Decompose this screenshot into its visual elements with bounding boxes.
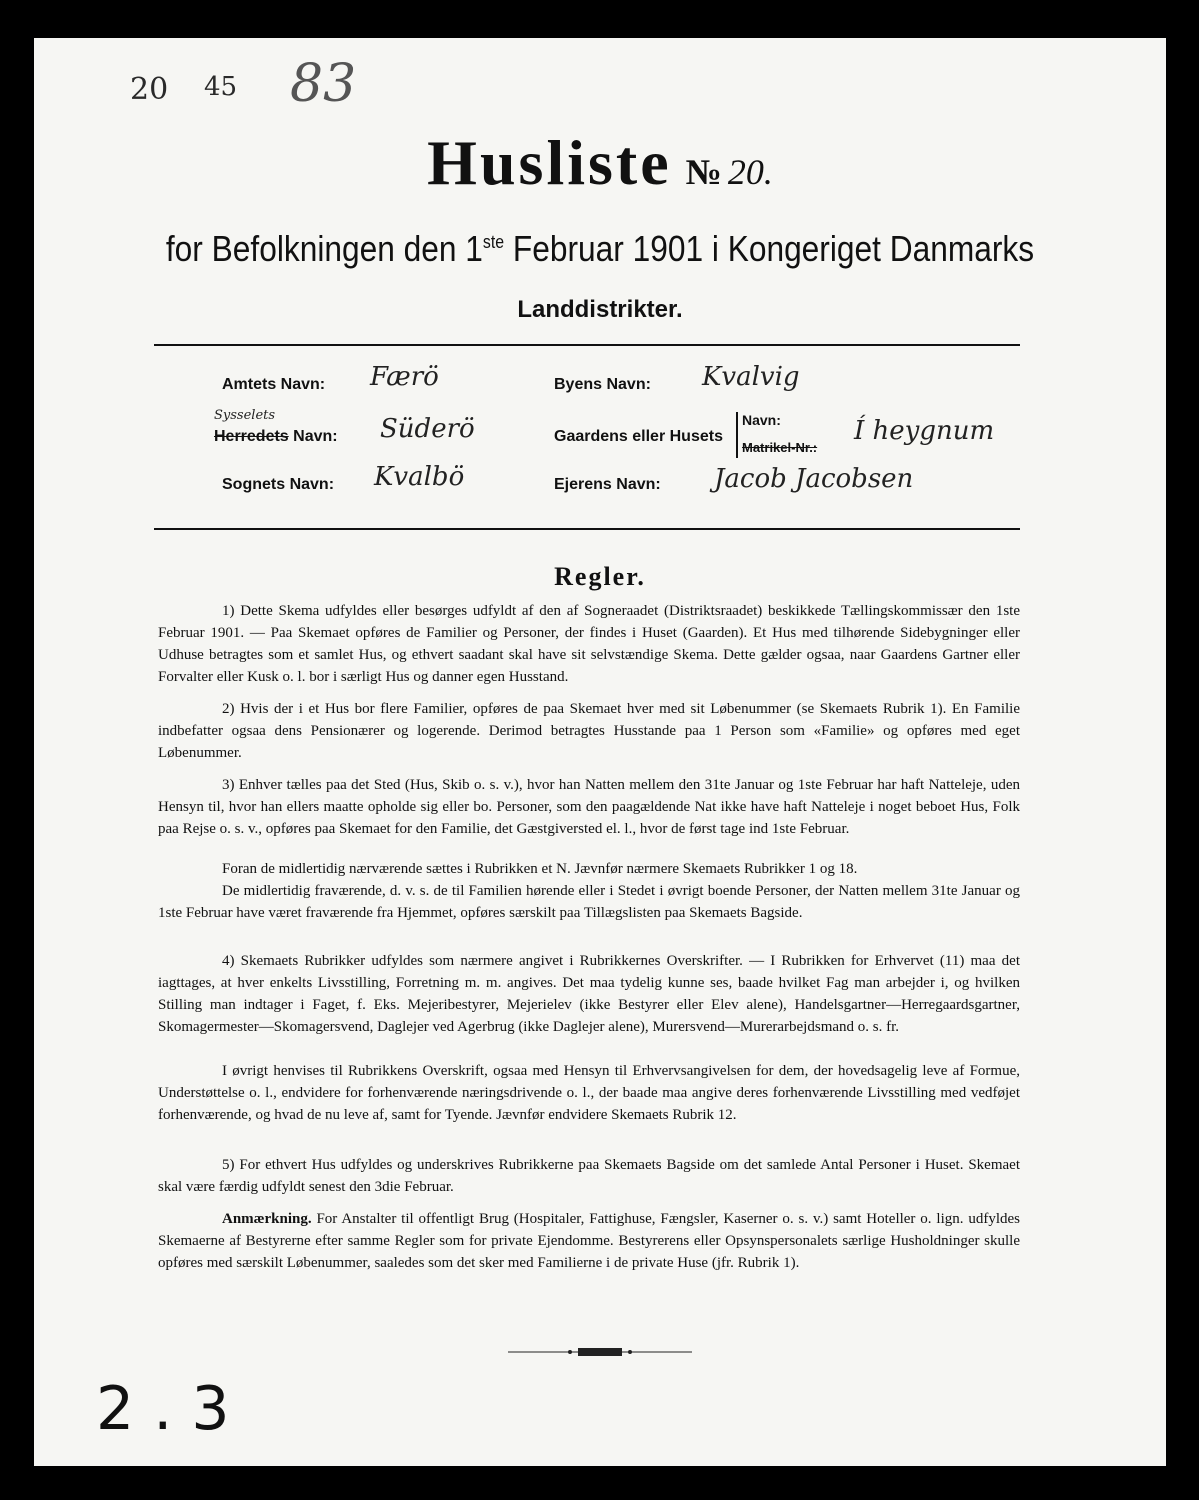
rule-2-text: 2) Hvis der i et Hus bor flere Familier, opføres de paa Skemaet hver med sit Løbenummer (se Skemaets Rubrik 1). En Familie indbefatter ogsaa dens Pensionærer og logerende. Derimod betragtes Husstande paa 1 Person som «Familie» og opføres med eget Løbenummer. [158, 701, 1020, 761]
subtitle-part-a: for Befolkningen den 1 [165, 228, 483, 269]
amt-label: Amtets Navn: [222, 376, 326, 393]
amt-value: Færö [370, 362, 439, 392]
note-text: For Anstalter til offentligt Brug (Hospitaler, Fattighuse, Fængsler, Kaserner o. s. v.) samt Hoteller o. lign. udfyldes Skemaerne af Bestyrerne efter samme Regler som for private Ejendomme. Bestyrerens eller Opsynspersonalets særlige Husholdninger skulle opføres med særskilt Løbenummer, saaledes som det sker med Familierne i de private Huse (jfr. Rubrik 1). [158, 1211, 1020, 1271]
rule-3b-text: Foran de midlertidig nærværende sættes i Rubrikken et N. Jævnfør nærmere Skemaets Rubrikker 1 og 18. [222, 861, 858, 877]
sogn-value: Kvalbö [374, 462, 465, 492]
top-divider [154, 344, 1020, 346]
ejer-label: Ejerens Navn: [554, 476, 661, 493]
house-list-number: 20. [727, 152, 773, 192]
stamp-number-20: 20 [130, 72, 169, 107]
rule-paragraph-1 [158, 600, 1020, 688]
byen-value: Kvalvig [702, 362, 800, 392]
rules-heading: Regler. [554, 562, 646, 591]
subtitle-sup: ste [482, 232, 505, 252]
ejer-value: Jacob Jacobsen [714, 464, 914, 494]
gaard-label: Gaardens eller Husets [554, 428, 723, 445]
stamp-number-45: 45 [204, 72, 238, 102]
gaard-brace [736, 412, 738, 458]
rule-paragraph-3c [158, 880, 1020, 924]
rule-paragraph-3 [158, 774, 1020, 840]
rule-paragraph-4 [158, 950, 1020, 1038]
rule-1-text: 1) Dette Skema udfyldes eller besørges udfyldt af den af Sogneraadet (Distriktsraadet) beskikkede Tællingskommissær den 1ste Februar 1901. — Paa Skemaet opføres de Familier og Personer, der findes i Huset (Gaarden). Et Hus med tilhørende Sidebygninger eller Udhuse betragtes som et samlet Hus, og ethvert saadant skal have sit selvstændige Skema. Dette gælder ogsaa, naar Gaardens Gartner eller Forvalter eller Kusk o. l. bor i særligt Hus og danner egen Husstand. [158, 603, 1020, 685]
note-paragraph [158, 1208, 1020, 1274]
subtitle-part-b: Februar 1901 i Kongeriget Danmarks [504, 228, 1035, 269]
form-title [34, 126, 1166, 200]
rule-3-text: 3) Enhver tælles paa det Sted (Hus, Skib o. s. v.), hvor han Natten mellem den 31te Januar og 1ste Februar har haft Natteleje, uden Hensyn til, hvor han ellers maatte opholde sig eller bo. Personer, som den paagældende Nat ikke have haft Natteleje i noget beboet Hus, Folk paa Rejse o. s. v., opføres paa Skemaet for den Familie, det Gæstgiversted el. l., hvor de først tage ind 1ste Februar. [158, 777, 1020, 837]
rule-3c-text: De midlertidig fraværende, d. v. s. de til Familien hørende eller i Stedet i øvrigt boende Personer, der Natten mellem 31te Januar og 1ste Februar have været fraværende fra Hjemmet, opføres særskilt paa Tillægslisten paa Skemaets Bagside. [158, 883, 1020, 921]
number-sign: № [685, 152, 722, 192]
rule-paragraph-5 [158, 1154, 1020, 1198]
byen-label: Byens Navn: [554, 376, 651, 393]
census-form-page [34, 38, 1166, 1466]
herred-label [214, 428, 338, 446]
handwritten-footer-number: 2 . 3 [96, 1374, 230, 1444]
ornament-divider [508, 1346, 692, 1358]
rule-paragraph-3b [158, 858, 1020, 880]
handwritten-number-83: 83 [290, 54, 357, 114]
rule-4-text: 4) Skemaets Rubrikker udfyldes som nærmere angivet i Rubrikkernes Overskrifter. — I Rubrikken for Erhvervet (11) maa det iagttages, at hver enkelts Livsstilling, Forretning m. m. angives. Det maa tydelig kunne ses, baade hvilket Fag man arbejder i, og hvilken Stilling man indtager i Faget, f. Eks. Mejeribestyrer, Mejerielev (ikke Bestyrer eller Elev alene), Handelsgartner—Herregaardsgartner, Skomagermester—Skomagersvend, Daglejer ved Agerbrug (ikke Daglejer alene), Murersvend—Murerarbejdsmand o. s. fr. [158, 953, 1020, 1035]
form-subtitle [102, 228, 1098, 270]
herred-label-struck: Herredets [214, 428, 289, 445]
syssel-note: Sysselets [214, 408, 276, 423]
herred-value: Süderö [380, 414, 475, 444]
rule-paragraph-2 [158, 698, 1020, 764]
form-subtitle-2: Landdistrikter. [517, 296, 683, 323]
rule-5-text: 5) For ethvert Hus udfyldes og underskrives Rubrikkerne paa Skemaets Bagside om det samlede Antal Personer i Huset. Skemaet skal være færdig udfyldt senest den 3die Februar. [158, 1157, 1020, 1195]
rule-4b-text: I øvrigt henvises til Rubrikkens Overskrift, ogsaa med Hensyn til Erhvervsangivelsen for dem, der hovedsagelig leve af Formue, Understøttelse o. l., endvidere for forhenværende næringsdrivende o. l., der baade maa angive deres forhenværende Livsstilling med vedføjet forhenværende, og hvad de nu leve af, samt for Tyende. Jævnfør endvidere Skemaets Rubrik 12. [158, 1063, 1020, 1123]
sogn-label: Sognets Navn: [222, 476, 335, 493]
gaard-matrikel-label: Matrikel-Nr.: [742, 440, 818, 455]
gaard-value: Í heygnum [854, 416, 995, 446]
herred-label-rest: Navn: [288, 428, 338, 445]
note-label: Anmærkning. [222, 1211, 312, 1227]
bottom-divider [154, 528, 1020, 530]
rule-paragraph-4b [158, 1060, 1020, 1126]
title-text: Husliste [427, 127, 672, 198]
gaard-navn-label: Navn: [742, 412, 781, 428]
